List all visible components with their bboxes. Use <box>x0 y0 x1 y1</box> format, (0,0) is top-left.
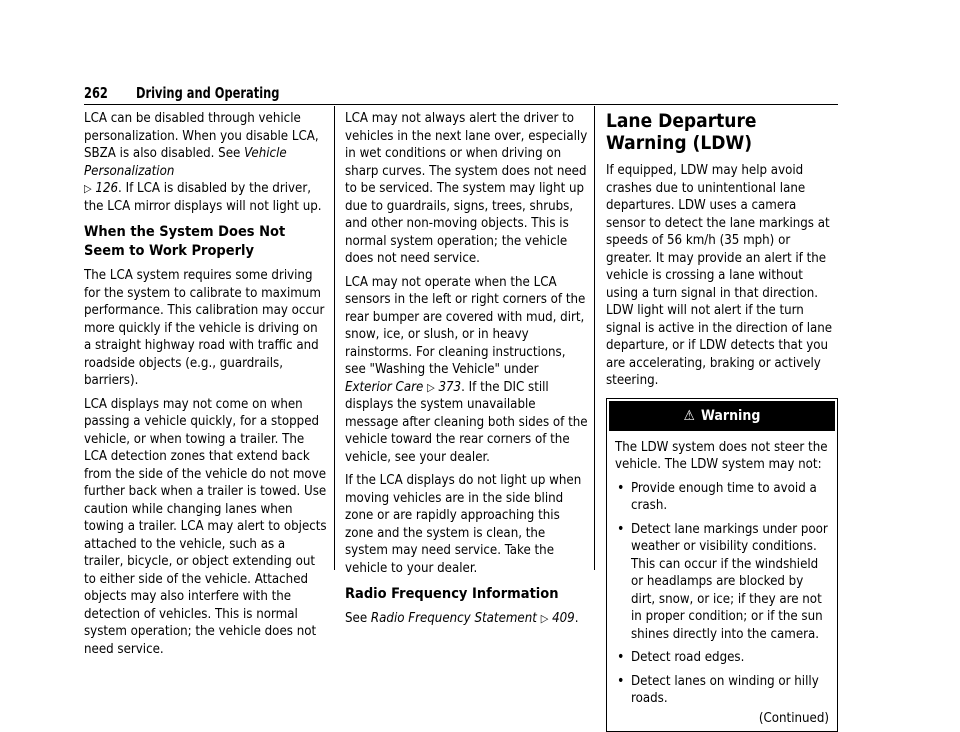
heading-not-working: When the System Does Not Seem to Work Properly <box>84 223 328 261</box>
paragraph-calibration: The LCA system requires some driving for the system to calibrate to maximum performance. This calibration may occur more quickly if the vehicle is driving on a straight highway road with traffic and roadside objects (e.g., guardrails, barriers). <box>84 267 328 390</box>
paragraph-lca-service: If the LCA displays do not light up when moving vehicles are in the side blind zone or are rapidly approaching this zone and the system is clean, the system may need service. Take the vehicle to your dealer. <box>345 472 589 577</box>
page-header <box>84 84 838 105</box>
list-item: • Detect lanes on winding or hilly roads. <box>615 673 829 708</box>
paragraph-lca-sensors <box>345 274 589 467</box>
page-ref-icon: ▷ <box>84 182 92 195</box>
warning-box <box>606 398 838 732</box>
xref-exterior-care[interactable]: Exterior Care <box>345 380 423 395</box>
text: See <box>345 611 371 626</box>
column-middle <box>345 110 589 634</box>
page-ref-icon: ▷ <box>427 381 435 394</box>
column-separator-2 <box>594 106 595 570</box>
text: LCA may not operate when the LCA sensors in the left or right corners of the rear bumper are covered with mud, dirt, snow, ice, or slush, or in heavy rainstorms. For cleaning instructions, see "Washing the Vehicle" under <box>345 275 585 378</box>
xref-radio-frequency-statement[interactable]: Radio Frequency Statement <box>371 611 537 626</box>
paragraph-ldw-intro: If equipped, LDW may help avoid crashes due to unintentional lane departures. LDW uses a camera sensor to detect the lane markings at speeds of 56 km/h (35 mph) or greater. It may provide an alert if the vehicle is crossing a lane without using a turn signal in that direction. LDW light will not alert if the turn signal is active in the direction of lane departure, or if LDW detects that you are accelerating, braking or actively steering. <box>606 162 838 390</box>
warning-title: Warning <box>701 408 760 424</box>
paragraph-radio-ref <box>345 610 589 628</box>
warning-header <box>609 401 835 431</box>
page-number: 262 <box>84 84 108 102</box>
page-ref-number[interactable]: 409 <box>552 611 575 626</box>
section-title: Driving and Operating <box>136 84 279 102</box>
heading-ldw: Lane Departure Warning (LDW) <box>606 110 838 154</box>
page-ref-number[interactable]: 373 <box>438 380 461 395</box>
paragraph-lca-alert: LCA may not always alert the driver to vehicles in the next lane over, especially in wet conditions or when driving on sharp curves. The system does not need to be serviced. The system may light up due to guardrails, signs, trees, shrubs, and other non-moving objects. This is normal system operation; the vehicle does not need service. <box>345 110 589 268</box>
list-item: • Provide enough time to avoid a crash. <box>615 480 829 515</box>
text: . If the DIC still displays the system unavailable message after cleaning both sides of the vehicle toward the rear corners of the vehicle, see your dealer. <box>345 380 588 465</box>
column-right <box>606 110 838 732</box>
page-ref-icon: ▷ <box>541 612 549 625</box>
column-separator-1 <box>334 106 335 570</box>
text: LCA can be disabled through vehicle personalization. When you disable LCA, SBZA is also disabled. See <box>84 111 319 161</box>
column-left <box>84 110 328 664</box>
continued-label: (Continued) <box>615 710 829 728</box>
warning-icon: ⚠ <box>684 401 695 431</box>
page-ref-number[interactable]: 126 <box>95 181 118 196</box>
warning-intro: The LDW system does not steer the vehicle. The LDW system may not: <box>615 439 829 474</box>
warning-body <box>607 433 837 728</box>
text: . <box>575 611 579 626</box>
heading-radio-frequency: Radio Frequency Information <box>345 585 589 604</box>
xref-vehicle-personalization[interactable]: Vehicle Personalization <box>84 146 287 179</box>
paragraph-lca-displays: LCA displays may not come on when passing a vehicle quickly, for a stopped vehicle, or when towing a trailer. The LCA detection zones that extend back from the side of the vehicle do not move further back when a trailer is towed. Use caution while changing lanes when towing a trailer. LCA may alert to objects attached to the vehicle, such as a trailer, bicycle, or object extending out to either side of the vehicle. Attached objects may also interfere with the detection of vehicles. This is normal system operation; the vehicle does not need service. <box>84 396 328 659</box>
list-item: • Detect lane markings under poor weather or visibility conditions. This can occur if the windshield or headlamps are blocked by dirt, snow, or ice; if they are not in proper condition; or if the sun shines directly into the camera. <box>615 521 829 644</box>
paragraph-lca-disable <box>84 110 328 215</box>
text: . If LCA is disabled by the driver, the LCA mirror displays will not light up. <box>84 181 322 214</box>
list-item: • Detect road edges. <box>615 649 829 667</box>
